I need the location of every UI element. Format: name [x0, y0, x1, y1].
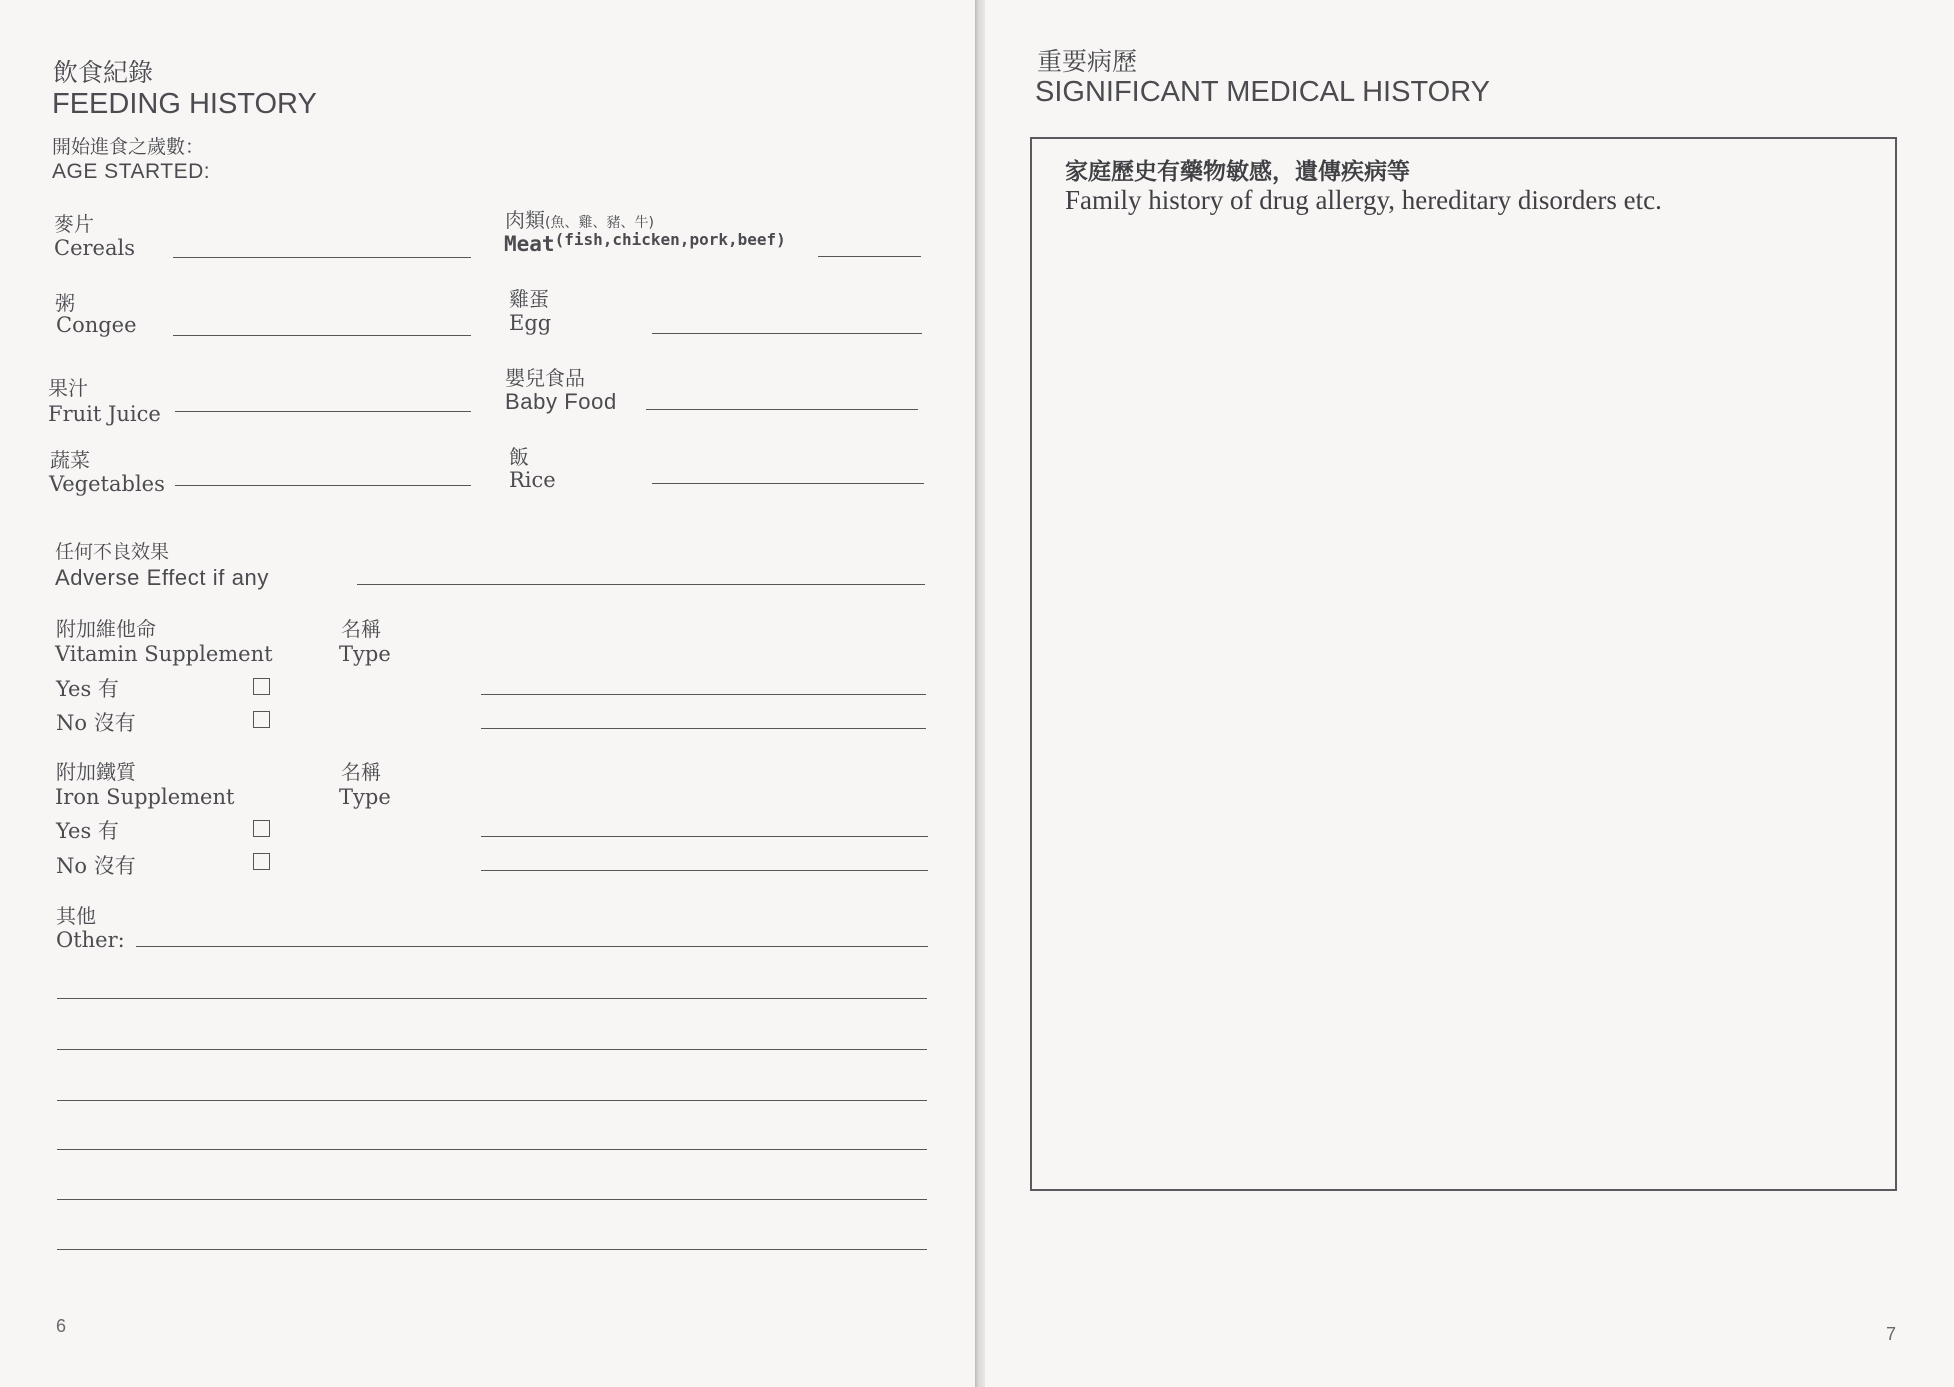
adverse-effect-label: Adverse Effect if any — [55, 565, 269, 590]
egg-label: Egg — [509, 311, 552, 335]
vitamin-supplement-label-zh: 附加維他命 — [56, 617, 156, 641]
family-history-label: Family history of drug allergy, hereditary disorders etc. — [1065, 185, 1662, 215]
vitamin-no-checkbox[interactable] — [253, 711, 270, 728]
meat-field[interactable] — [818, 256, 921, 257]
iron-supplement-label: Iron Supplement — [55, 785, 235, 809]
rice-label-zh: 飯 — [509, 445, 529, 469]
baby-food-label-zh: 嬰兒食品 — [505, 366, 585, 390]
other-field-2[interactable] — [57, 998, 927, 999]
meat-label-zh-main: 肉類 — [505, 208, 545, 232]
vegetables-label-zh: 蔬菜 — [50, 448, 90, 472]
other-label-zh: 其他 — [56, 904, 96, 928]
vitamin-type-field-2[interactable] — [481, 728, 926, 729]
vitamin-supplement-label: Vitamin Supplement — [55, 642, 273, 666]
cereals-field[interactable] — [173, 257, 471, 258]
cereals-label-zh: 麥片 — [54, 212, 94, 236]
fruit-juice-field[interactable] — [175, 411, 471, 412]
iron-supplement-label-zh: 附加鐵質 — [56, 760, 136, 784]
congee-label-zh: 粥 — [55, 291, 75, 315]
other-field-4[interactable] — [57, 1100, 927, 1101]
medical-history-title: SIGNIFICANT MEDICAL HISTORY — [1035, 76, 1490, 108]
meat-label — [504, 232, 786, 256]
iron-type-label: Type — [339, 785, 391, 809]
meat-label-zh — [505, 204, 654, 233]
vitamin-type-field-1[interactable] — [481, 694, 926, 695]
iron-yes-label: Yes 有 — [56, 819, 119, 843]
egg-label-zh: 雞蛋 — [509, 287, 549, 311]
fruit-juice-label: Fruit Juice — [48, 402, 161, 426]
vitamin-type-label: Type — [339, 642, 391, 666]
feeding-history-title: FEEDING HISTORY — [52, 88, 317, 120]
page-number-right: 7 — [1886, 1324, 1897, 1344]
other-label: Other: — [56, 928, 125, 952]
iron-no-label: No 沒有 — [56, 854, 136, 878]
vegetables-field[interactable] — [175, 485, 471, 486]
book-gutter — [975, 0, 985, 1387]
cereals-label: Cereals — [54, 236, 135, 260]
meat-note: (fish,chicken,pork,beef) — [554, 230, 786, 249]
baby-food-field[interactable] — [646, 409, 918, 410]
vitamin-yes-checkbox[interactable] — [253, 678, 270, 695]
iron-type-field-1[interactable] — [481, 836, 928, 837]
adverse-effect-label-zh: 任何不良效果 — [55, 541, 170, 563]
other-field-1[interactable] — [136, 946, 928, 947]
vitamin-no-label: No 沒有 — [56, 711, 136, 735]
meat-note-zh: (魚、雞、豬、牛) — [545, 215, 654, 231]
egg-field[interactable] — [652, 333, 922, 334]
feeding-history-title-zh: 飲食紀錄 — [53, 58, 154, 87]
baby-food-label: Baby Food — [505, 389, 617, 414]
vitamin-type-label-zh: 名稱 — [341, 617, 381, 641]
medical-history-title-zh: 重要病歷 — [1037, 47, 1138, 76]
vitamin-yes-label: Yes 有 — [56, 677, 119, 701]
left-page — [0, 0, 975, 1387]
congee-label: Congee — [56, 313, 137, 337]
age-started-label-zh: 開始進食之歲數： — [52, 136, 205, 158]
other-field-5[interactable] — [57, 1149, 927, 1150]
iron-type-field-2[interactable] — [481, 870, 928, 871]
rice-field[interactable] — [652, 483, 924, 484]
congee-field[interactable] — [173, 335, 471, 336]
iron-no-checkbox[interactable] — [253, 853, 270, 870]
rice-label: Rice — [509, 468, 556, 492]
other-field-6[interactable] — [57, 1199, 927, 1200]
meat-label-main: Meat — [504, 232, 555, 256]
page-number-left: 6 — [56, 1316, 67, 1336]
family-history-box[interactable] — [1030, 137, 1897, 1191]
age-started-label: AGE STARTED: — [52, 160, 211, 183]
other-field-7[interactable] — [57, 1249, 927, 1250]
iron-yes-checkbox[interactable] — [253, 820, 270, 837]
adverse-effect-field[interactable] — [357, 584, 925, 585]
other-field-3[interactable] — [57, 1049, 927, 1050]
family-history-label-zh: 家庭歷史有藥物敏感，遺傳疾病等 — [1065, 158, 1410, 185]
vegetables-label: Vegetables — [49, 472, 165, 496]
iron-type-label-zh: 名稱 — [341, 760, 381, 784]
fruit-juice-label-zh: 果汁 — [48, 376, 88, 400]
